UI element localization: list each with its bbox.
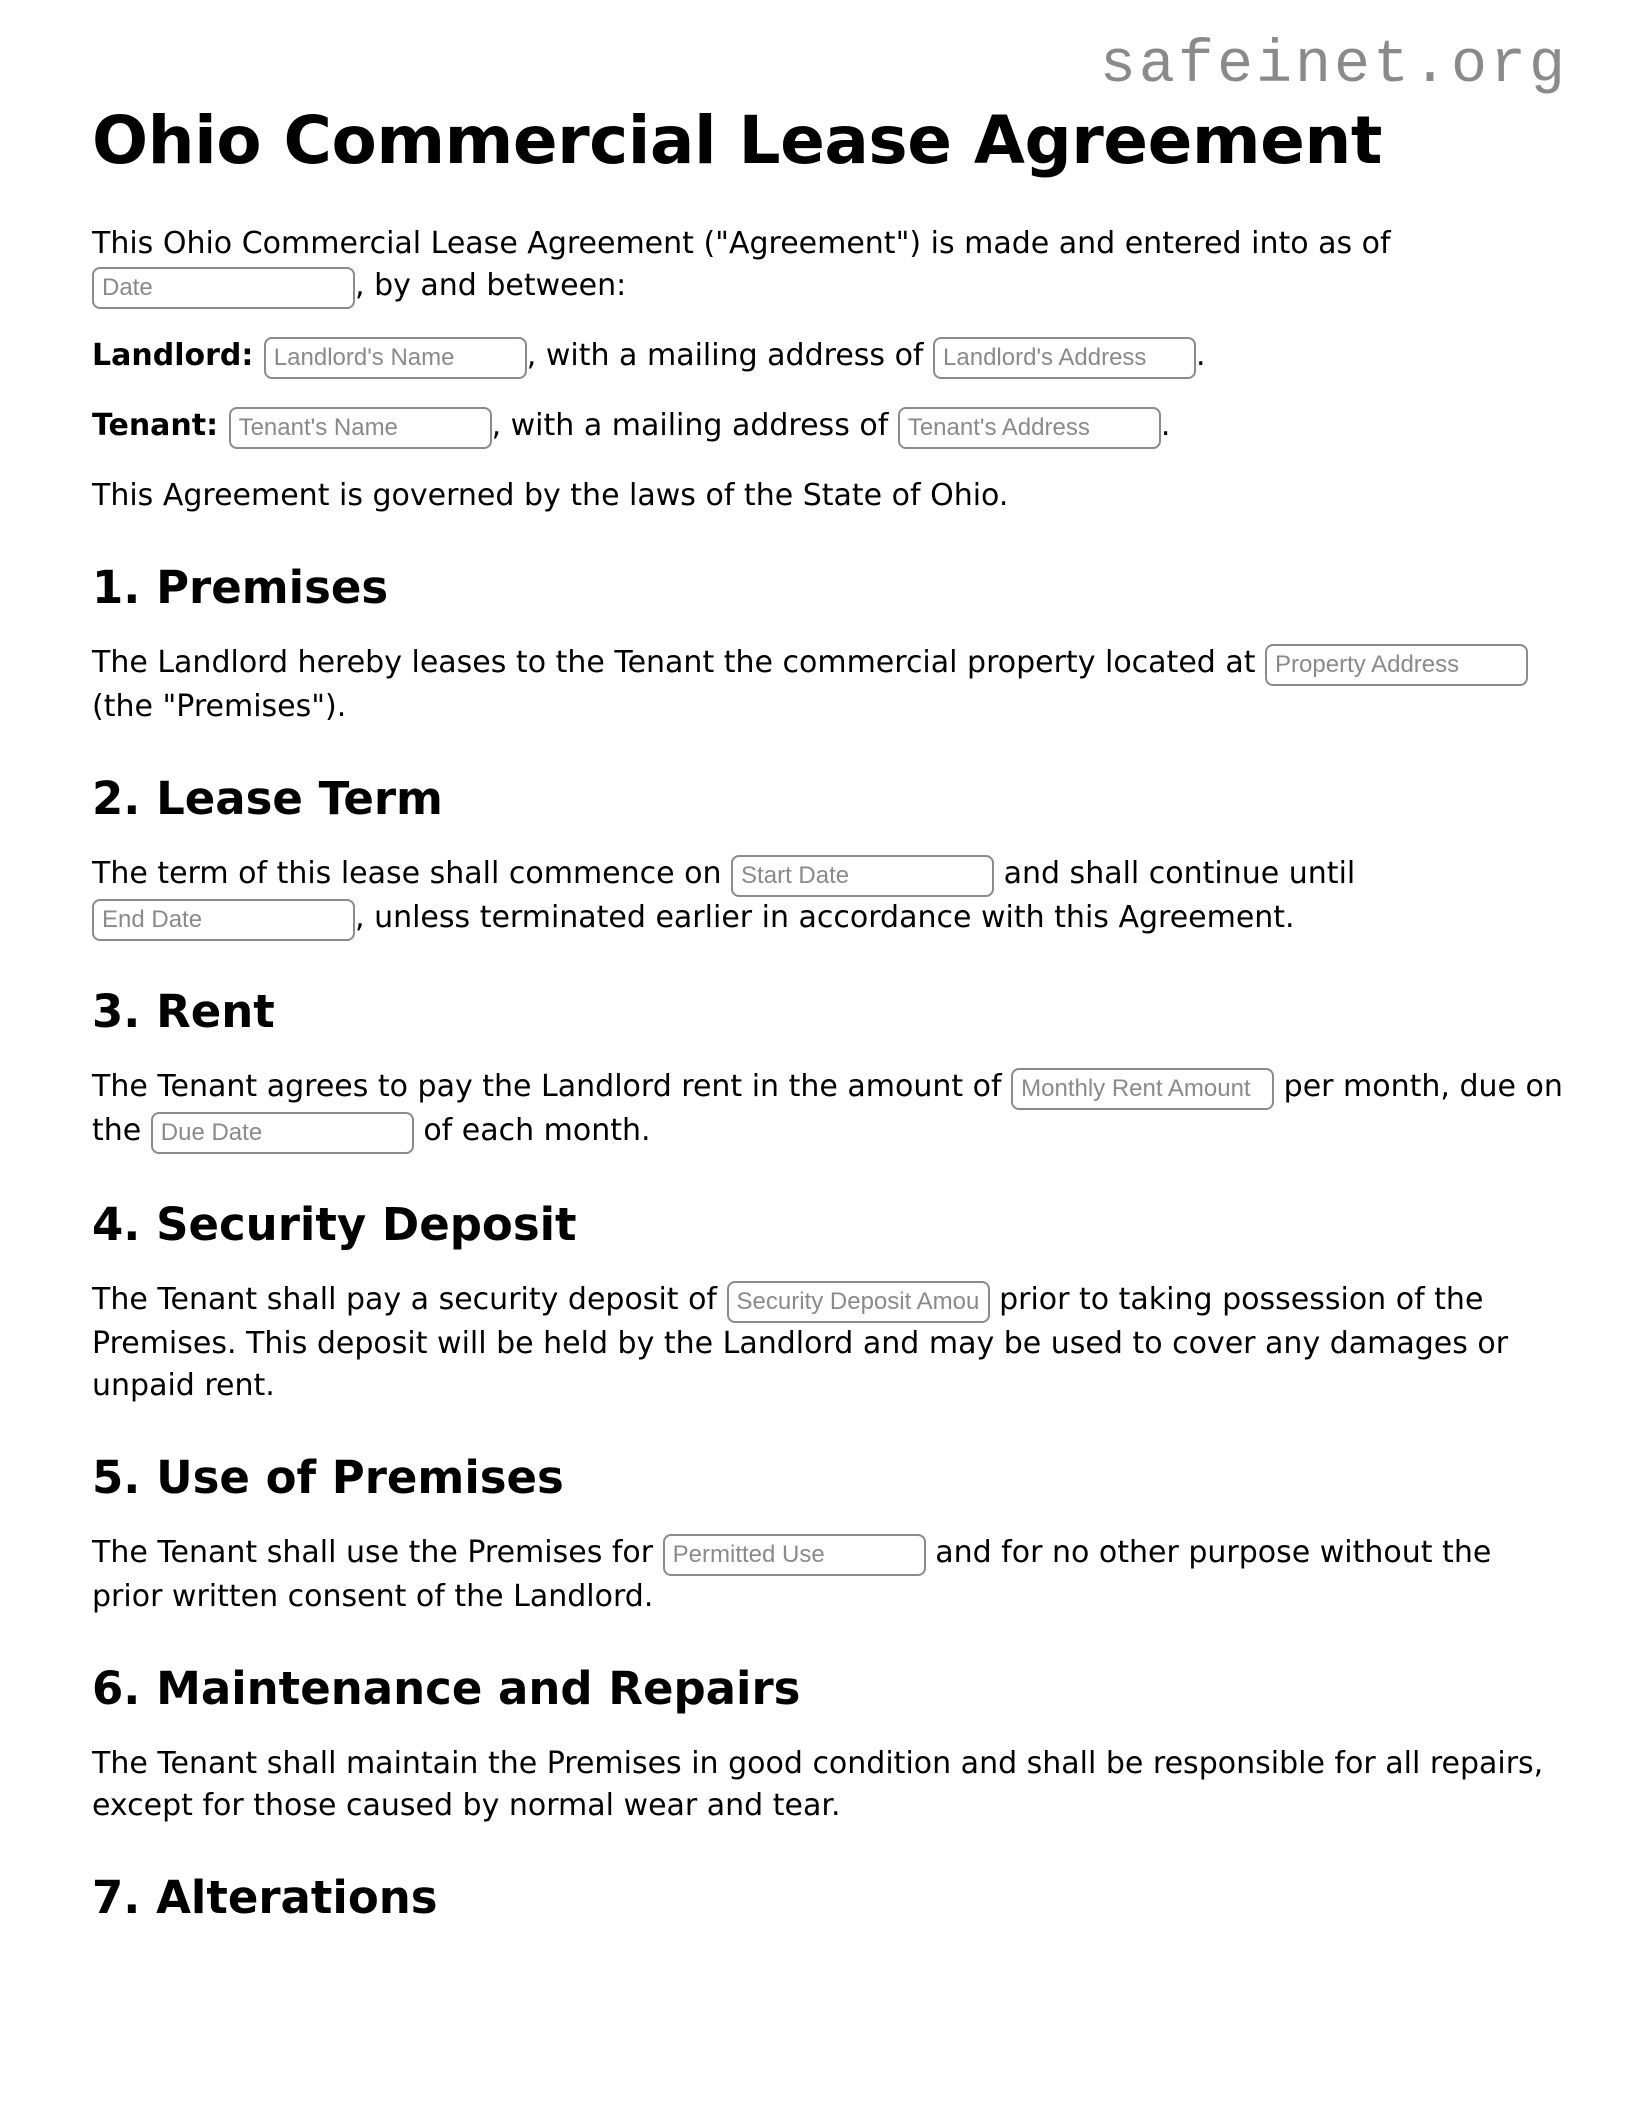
- landlord-text-mid: , with a mailing address of: [526, 338, 934, 373]
- maintenance-paragraph: The Tenant shall maintain the Premises in good condition and shall be responsible for all repairs, except for those caused by normal wear and tear.: [92, 1746, 1544, 1823]
- landlord-label: Landlord:: [92, 338, 264, 373]
- premises-text-after: (the "Premises").: [92, 689, 347, 724]
- lease-term-paragraph: [92, 853, 1568, 941]
- section-heading-use-of-premises: 5. Use of Premises: [92, 1451, 564, 1504]
- section-heading-alterations: 7. Alterations: [92, 1871, 438, 1924]
- section-heading-premises: 1. Premises: [92, 561, 389, 614]
- tenant-address-input[interactable]: [898, 407, 1161, 449]
- tenant-name-input[interactable]: [229, 407, 492, 449]
- premises-paragraph: [92, 642, 1568, 728]
- security-deposit-text-after: prior to taking possession of the Premises. This deposit will be held by the Landlord and may be used to cover any damages or unpaid rent.: [92, 1282, 1509, 1403]
- section-heading-lease-term: 2. Lease Term: [92, 772, 443, 825]
- rent-paragraph: [92, 1066, 1568, 1154]
- tenant-text-end: .: [1160, 408, 1171, 443]
- tenant-text-mid: , with a mailing address of: [491, 408, 898, 443]
- start-date-input[interactable]: [731, 855, 994, 897]
- end-date-input[interactable]: [92, 899, 355, 941]
- security-deposit-amount-input[interactable]: [727, 1281, 990, 1323]
- intro-text-after: , by and between:: [355, 268, 627, 303]
- rent-text-after: of each month.: [413, 1113, 651, 1148]
- date-input[interactable]: [92, 267, 355, 309]
- premises-text-before: The Landlord hereby leases to the Tenant the commercial property located at: [92, 645, 1266, 680]
- tenant-line: [92, 405, 1568, 449]
- watermark: safeinet.org: [1099, 32, 1568, 100]
- intro-paragraph: [92, 223, 1568, 309]
- use-text-after: and for no other purpose without the prior written consent of the Landlord.: [92, 1535, 1492, 1614]
- lease-term-text-after: , unless terminated earlier in accordance with this Agreement.: [355, 900, 1295, 935]
- section-heading-maintenance: 6. Maintenance and Repairs: [92, 1662, 801, 1715]
- security-deposit-text-before: The Tenant shall pay a security deposit of: [92, 1282, 727, 1317]
- intro-text-before: This Ohio Commercial Lease Agreement ("Agreement") is made and entered into as of: [92, 226, 1391, 261]
- page-title: Ohio Commercial Lease Agreement: [92, 102, 1382, 179]
- permitted-use-input[interactable]: [663, 1534, 926, 1576]
- landlord-text-end: .: [1196, 338, 1206, 373]
- landlord-line: [92, 335, 1568, 379]
- property-address-input[interactable]: [1265, 644, 1528, 686]
- landlord-address-input[interactable]: [933, 337, 1196, 379]
- rent-text-before: The Tenant agrees to pay the Landlord rent in the amount of: [92, 1069, 1012, 1104]
- section-heading-rent: 3. Rent: [92, 985, 275, 1038]
- section-heading-security-deposit: 4. Security Deposit: [92, 1198, 577, 1251]
- monthly-rent-amount-input[interactable]: [1011, 1068, 1274, 1110]
- due-date-input[interactable]: [151, 1112, 414, 1154]
- use-text-before: The Tenant shall use the Premises for: [92, 1535, 663, 1570]
- use-of-premises-paragraph: [92, 1532, 1568, 1618]
- lease-term-text-mid: and shall continue until: [994, 856, 1356, 891]
- security-deposit-paragraph: [92, 1279, 1568, 1407]
- governing-law-text: This Agreement is governed by the laws of the State of Ohio.: [92, 478, 1009, 513]
- rent-text-mid: per month, due on the: [92, 1069, 1563, 1148]
- tenant-label: Tenant:: [92, 408, 229, 443]
- landlord-name-input[interactable]: [264, 337, 527, 379]
- lease-term-text-before: The term of this lease shall commence on: [92, 856, 732, 891]
